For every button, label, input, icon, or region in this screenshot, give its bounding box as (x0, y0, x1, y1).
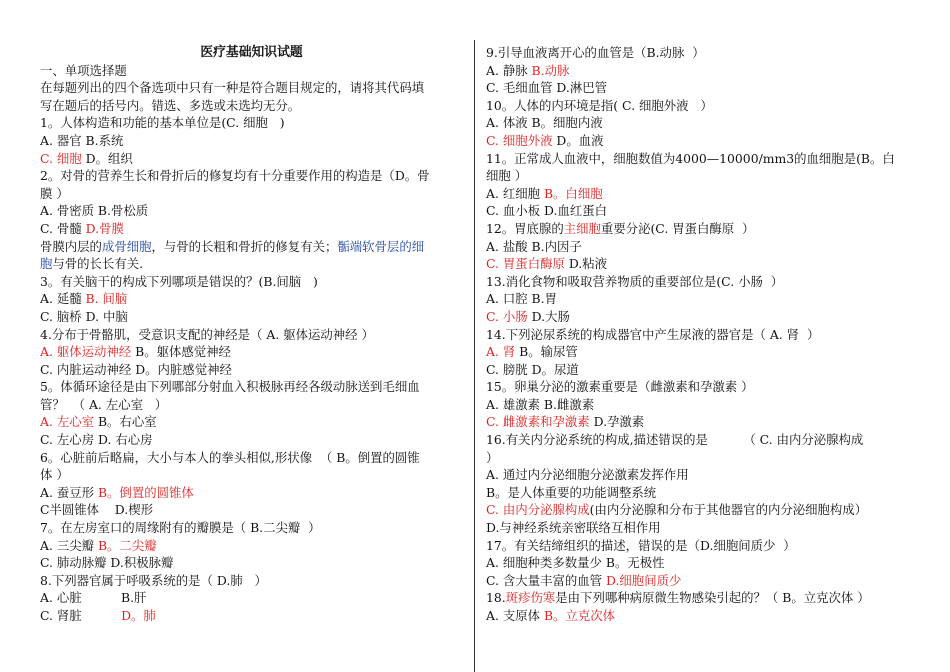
text-segment: 8.下列器官属于呼吸系统的是（ D.肺 ） (40, 572, 267, 588)
answer-text: C. 细胞外液 (486, 132, 553, 148)
text-segment: A. 延髓 (40, 291, 86, 307)
text-line (40, 185, 463, 203)
text-segment: D.与神经系统亲密联络互相作用 (486, 520, 661, 536)
text-line (40, 413, 463, 431)
text-line (40, 255, 463, 273)
text-line (486, 501, 910, 519)
answer-text: A. 左心室 (40, 414, 94, 430)
text-line (40, 114, 463, 132)
text-line (40, 554, 463, 572)
text-line (40, 572, 463, 590)
text-segment: 16.有关内分泌系统的构成,描述错误的是 （ C. 由内分泌腺构成 (486, 432, 864, 448)
text-segment: C. 肺动脉瓣 D.积极脉瓣 (40, 555, 174, 571)
text-segment: 在每题列出的四个备选项中只有一种是符合题目规定的，请将其代码填 (40, 80, 425, 96)
text-line (486, 343, 910, 361)
text-segment: A. 静脉 (486, 62, 532, 78)
text-segment: C. 肾脏 (40, 608, 122, 623)
text-segment: D。组织 (81, 150, 133, 166)
text-line (486, 79, 910, 97)
document-title: 医疗基础知识试题 (200, 45, 303, 60)
text-segment: 17。有关结缔组织的描述，错误的是（D.细胞间质少 ） (486, 537, 796, 553)
text-line (40, 308, 463, 326)
text-segment: 写在题后的括号内。错选、多选或未选均无分。 (40, 97, 301, 113)
text-line (40, 202, 463, 220)
text-line (40, 79, 463, 97)
highlight-text: 成骨细胞 (101, 238, 152, 254)
text-line (40, 484, 463, 502)
text-line (486, 185, 910, 203)
text-line (40, 466, 463, 484)
answer-text: 斑疹伤寒 (505, 590, 556, 606)
answer-text: C. 小肠 (486, 308, 528, 324)
text-line (40, 537, 463, 555)
text-segment: C. 膀胱 D。尿道 (486, 361, 579, 377)
answer-text: A. 肾 (486, 344, 516, 360)
text-line (486, 44, 910, 62)
text-segment: 14.下列泌尿系统的构成器官中产生尿液的器官是（ A. 肾 ） (486, 326, 820, 342)
text-line (40, 589, 463, 607)
text-line (486, 150, 910, 168)
answer-text: B。二尖瓣 (97, 537, 157, 553)
text-segment: B。右心室 (94, 414, 157, 430)
text-segment: C半圆锥体 D.楔形 (40, 502, 154, 518)
text-line (40, 396, 463, 414)
text-segment: C. 脑桥 D. 中脑 (40, 308, 128, 324)
answer-text: C. 由内分泌腺构成 (486, 502, 590, 518)
text-segment: C. 含大量丰富的血管 (486, 572, 606, 588)
text-line (486, 290, 910, 308)
text-line (486, 589, 910, 607)
text-line (486, 167, 910, 185)
text-segment: A. 器官 B.系统 (40, 132, 124, 148)
text-segment: 是由下列哪种病原微生物感染引起的？（ B。立克次体 ） (555, 590, 870, 606)
text-segment: 1。人体构造和功能的基本单位是(C. 细胞 ) (40, 115, 285, 131)
text-segment: A. 通过内分泌细胞分泌激素发挥作用 (486, 467, 689, 483)
text-segment: 管？ （ A. 左心室 ） (40, 396, 168, 412)
answer-text: D。肺 (121, 608, 156, 623)
text-segment: A. 心脏 B.肝 (40, 590, 147, 606)
answer-text: B。白细胞 (543, 185, 603, 201)
text-line (40, 290, 463, 308)
text-line (486, 413, 910, 431)
answer-text: C. 细胞 (40, 150, 82, 166)
text-line (40, 361, 463, 379)
highlight-text: 胞 (40, 256, 53, 272)
text-segment: B。是人体重要的功能调整系统 (486, 484, 657, 500)
text-segment: C. 血小板 D.血红蛋白 (486, 203, 608, 219)
text-line (486, 378, 910, 396)
text-segment: D.孕激素 (589, 414, 645, 430)
text-line (40, 132, 463, 150)
text-segment: D.粘液 (564, 256, 608, 272)
text-line (486, 554, 910, 572)
text-line (486, 97, 910, 115)
text-segment: C. 内脏运动神经 D。内脏感觉神经 (40, 361, 232, 377)
text-line (40, 220, 463, 238)
text-segment: ，与骨的长粗和骨折的修复有关； (151, 238, 338, 254)
column-divider (474, 40, 475, 672)
text-line (486, 449, 910, 467)
text-line (486, 132, 910, 150)
text-segment: C. 骨髓 (40, 220, 86, 236)
text-segment: (由内分泌腺和分布于其他器官的内分泌细胞构成） (589, 502, 868, 518)
text-line (486, 62, 910, 80)
text-segment: 体 ） (40, 467, 69, 483)
text-line (40, 519, 463, 537)
text-segment: A. 盐酸 B.内因子 (486, 238, 582, 254)
text-segment: 7。在左房室口的周缘附有的瓣膜是（ B.二尖瓣 ） (40, 520, 321, 536)
text-line (40, 238, 463, 256)
text-segment: 骨膜内层的 (40, 238, 102, 254)
text-line (40, 607, 463, 625)
text-segment: 11。正常成人血液中，细胞数值为4000—10000/mm3的血细胞是(B。白 (486, 150, 895, 166)
text-line (40, 449, 463, 467)
text-line (486, 607, 910, 625)
text-segment: 4.分布于骨骼肌，受意识支配的神经是（ A. 躯体运动神经 ） (40, 326, 374, 342)
text-line (486, 519, 910, 537)
text-line (40, 378, 463, 396)
text-line (40, 97, 463, 115)
text-line (40, 62, 463, 80)
text-segment: D.大肠 (527, 308, 570, 324)
answer-text: B.动脉 (531, 62, 570, 78)
text-segment: A. 骨密质 B.骨松质 (40, 203, 149, 219)
text-segment: 重要分泌(C. 胃蛋白酶原 ） (600, 220, 755, 236)
text-line (486, 308, 910, 326)
text-segment: D。血液 (552, 132, 604, 148)
text-segment: A. 口腔 B.胃 (486, 291, 557, 307)
text-line (486, 273, 910, 291)
text-line (40, 150, 463, 168)
text-segment: B。躯体感觉神经 (131, 344, 231, 360)
text-segment: A. 三尖瓣 (40, 537, 98, 553)
text-segment: 一、单项选择题 (40, 62, 127, 78)
answer-text: B。立克次体 (543, 608, 615, 623)
text-segment: B。输尿管 (515, 344, 578, 360)
text-segment: 与骨的长长有关. (52, 256, 144, 272)
text-segment: 18. (486, 590, 506, 606)
right-column (486, 44, 910, 625)
text-line (486, 220, 910, 238)
text-line (40, 431, 463, 449)
text-line (40, 501, 463, 519)
text-segment: 9.引导血液离开心的血管是（B.动脉 ） (486, 45, 705, 60)
text-line (486, 202, 910, 220)
highlight-text: 骺端软骨层的细 (337, 238, 425, 254)
left-column (40, 44, 463, 625)
text-segment: A. 蚕豆形 (40, 484, 98, 500)
text-segment: 2。对骨的营养生长和骨折后的修复均有十分重要作用的构造是（D。骨 (40, 168, 430, 184)
text-segment: C. 左心房 D. 右心房 (40, 432, 153, 448)
answer-text: D.骨膜 (85, 220, 124, 236)
text-segment: A. 体液 B。细胞内液 (486, 115, 603, 131)
text-line (486, 255, 910, 273)
text-line (40, 273, 463, 291)
text-line (40, 326, 463, 344)
text-line (486, 114, 910, 132)
text-line (486, 326, 910, 344)
text-line (486, 537, 910, 555)
text-segment: 15。卵巢分泌的激素重要是（雌激素和孕激素 ） (486, 379, 754, 395)
text-segment: 13.消化食物和吸取营养物质的重要部位是(C. 小肠 ） (486, 273, 784, 289)
text-line (486, 572, 910, 590)
text-line (486, 466, 910, 484)
text-segment: 3。有关脑干的构成下列哪项是错误的？(B.间脑 ) (40, 273, 318, 289)
text-segment: A. 支原体 (486, 608, 544, 623)
answer-text: B。倒置的圆锥体 (97, 484, 194, 500)
answer-text: 主细胞 (563, 220, 601, 236)
text-line (40, 167, 463, 185)
text-line (486, 396, 910, 414)
text-line (40, 343, 463, 361)
answer-text: D.细胞间质少 (605, 572, 682, 588)
text-segment: 5。体循环途径是由下列哪部分射血入积极脉再经各级动脉送到毛细血 (40, 379, 420, 395)
text-segment: ） (486, 449, 499, 465)
text-segment: 12。胃底腺的 (486, 220, 564, 236)
text-segment: C. 毛细血管 D.淋巴管 (486, 80, 608, 96)
answer-text: B. 间脑 (85, 291, 128, 307)
text-segment: 膜 ） (40, 185, 69, 201)
text-segment: 6。心脏前后略扁，大小与本人的拳头相似,形状像 （ B。倒置的圆锥 (40, 449, 420, 465)
answer-text: A. 躯体运动神经 (40, 344, 132, 360)
text-segment: A. 红细胞 (486, 185, 544, 201)
text-line (486, 484, 910, 502)
text-segment: 10。人体的内环境是指( C. 细胞外液 ） (486, 97, 713, 113)
answer-text: C. 胃蛋白酶原 (486, 256, 565, 272)
text-line (486, 238, 910, 256)
text-segment: A. 雄激素 B.雌激素 (486, 396, 595, 412)
text-line (486, 431, 910, 449)
text-line (486, 361, 910, 379)
text-segment: 细胞 ） (486, 168, 528, 184)
text-segment: A. 细胞种类多数量少 B。无极性 (486, 555, 665, 571)
answer-text: C. 雌激素和孕激素 (486, 414, 590, 430)
